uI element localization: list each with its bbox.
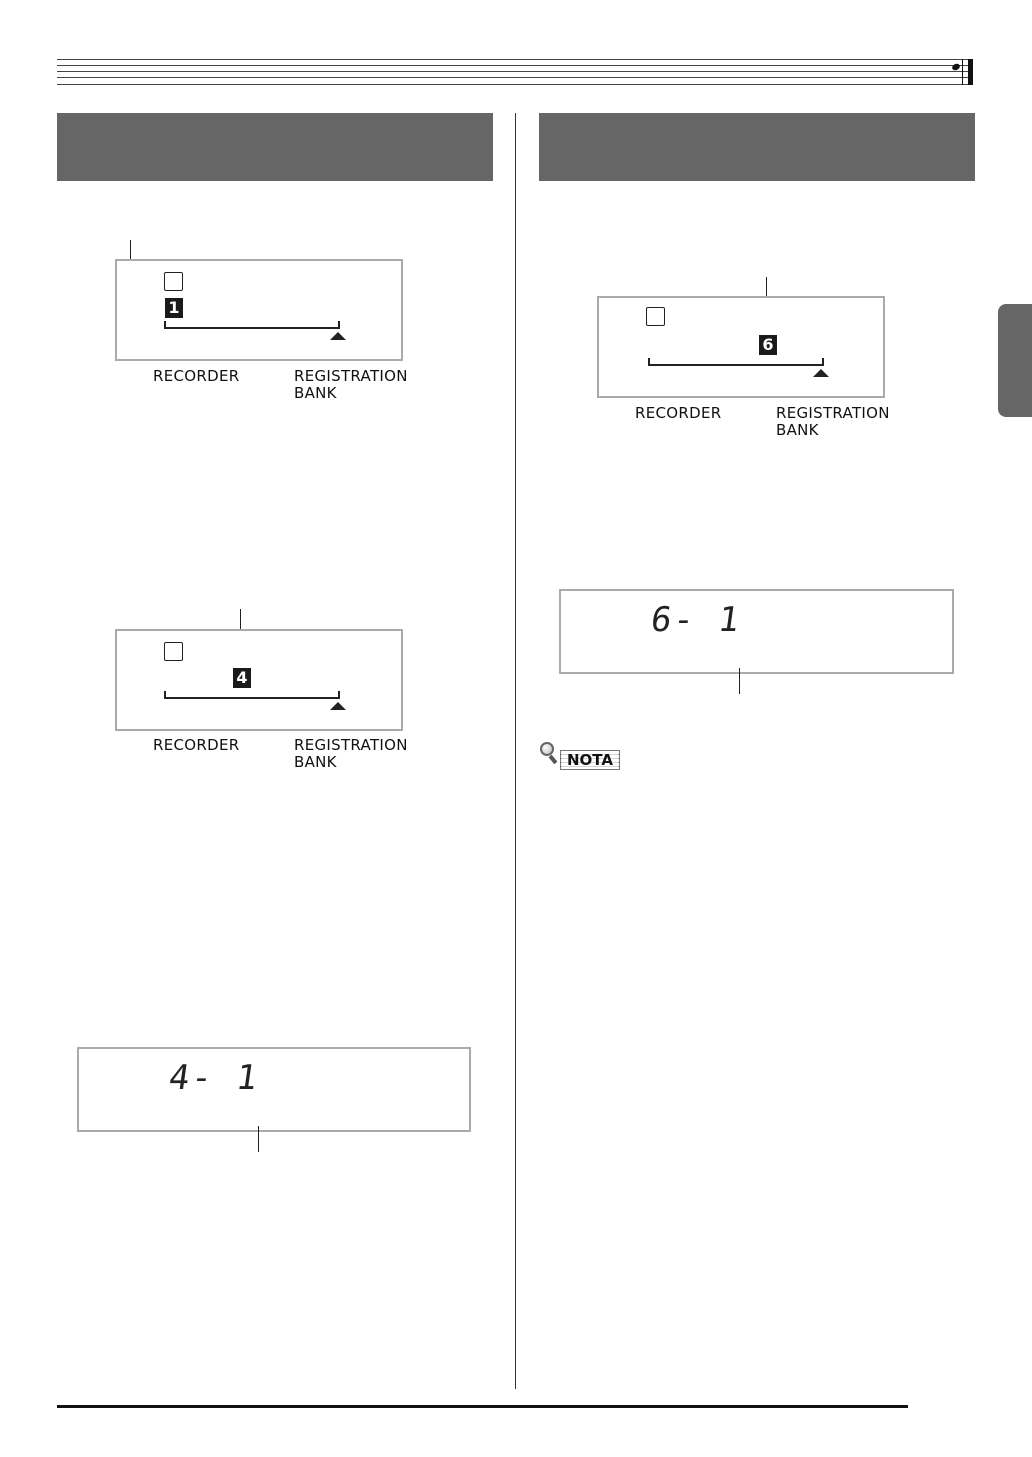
lcd-display-registration-4 [115,629,403,731]
indicator-square [164,642,183,661]
footer-rule [57,1405,908,1408]
section-header-left [57,113,493,181]
bank-number: 6 [759,335,777,355]
recorder-label: RECORDER [635,404,722,422]
segment-readout: 6- 1 [648,600,744,640]
chapter-tab [998,304,1032,417]
bank-track [648,364,824,366]
bank-number: 1 [165,298,183,318]
bank-label: BANK [294,753,337,771]
column-divider [515,113,516,1389]
pointer-triangle-icon [813,369,829,377]
recorder-label: RECORDER [153,736,240,754]
indicator-square [164,272,183,291]
pointer-triangle-icon [330,332,346,340]
callout-line [258,1126,259,1152]
note-marker [540,742,624,772]
end-barline [968,59,973,85]
pointer-triangle-icon [330,702,346,710]
magnifier-icon [540,742,554,756]
bank-number: 4 [233,668,251,688]
bank-label: BANK [294,384,337,402]
magnifier-handle [549,755,558,764]
indicator-square [646,307,665,326]
section-header-right [539,113,975,181]
track-tick [648,358,650,366]
registration-label: REGISTRATION [294,367,408,385]
segment-readout: 4- 1 [166,1058,262,1098]
track-tick [822,358,824,366]
registration-label: REGISTRATION [294,736,408,754]
track-tick [338,691,340,699]
track-tick [164,321,166,329]
bank-track [164,327,340,329]
lcd-display-registration-6 [597,296,885,398]
music-staff-header [57,59,973,85]
note-label: NOTA [562,751,618,769]
lcd-display-readout [77,1047,471,1132]
callout-line [739,668,740,694]
track-tick [338,321,340,329]
lcd-display-readout [559,589,954,674]
bank-label: BANK [776,421,819,439]
recorder-label: RECORDER [153,367,240,385]
track-tick [164,691,166,699]
lcd-display-registration-1 [115,259,403,361]
barline [962,59,963,85]
registration-label: REGISTRATION [776,404,890,422]
bank-track [164,697,340,699]
